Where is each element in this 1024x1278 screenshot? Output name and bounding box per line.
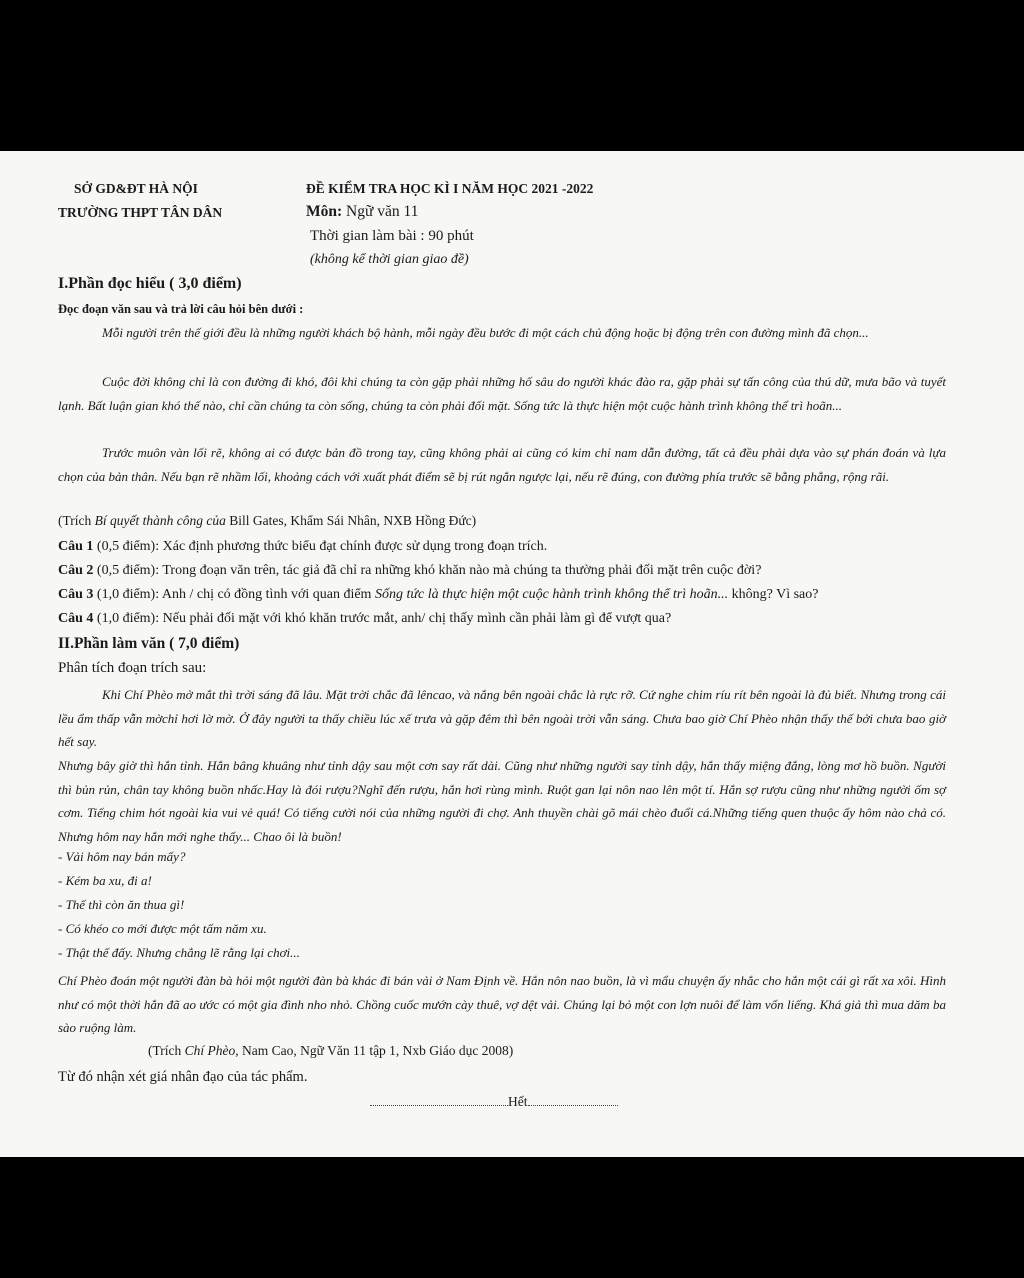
citation-title: Chí Phèo — [184, 1043, 236, 1058]
excerpt-paragraph-1: Khi Chí Phèo mở mắt thì trời sáng đã lâu. Mặt trời chắc đã lêncao, và nắng bên ngoài chắc là rực rỡ. Cứ nghe chim ríu rít bên ngoài là đủ biết. Nhưng trong cái lều ẩm thấp vẫn mờchỉ hơi lờ mờ. Ở đây người ta thấy chiều lúc xế trưa và gặp đêm thì bên ngoài trời vẫn sáng. Chưa bao giờ Chí Phèo nhận thấy thế bởi chưa bao giờ hết say. — [58, 687, 946, 749]
subject-label: Môn: — [306, 203, 343, 220]
dialogue-line-1: - Vải hôm nay bán mấy? — [58, 849, 186, 864]
subject-line — [306, 203, 418, 221]
excerpt-paragraph-2: Nhưng bây giờ thì hắn tỉnh. Hắn bâng khuâng như tỉnh dậy sau một cơn say rất dài. Cũng như những người say tỉnh dậy, hắn thấy miệng đắng, lòng mơ hồ buồn. Người thì bủn rủn, chân tay không buồn nhấc.Hay là đói rượu?Nghĩ đến rượu, hắn hơi rùng mình. Ruột gan lại nôn nao lên một tí. Hắn sợ rượu cũng như những người ốm sợ cơm. Tiếng chim hót ngoài kia vui vẻ quá! Có tiếng cười nói của những người đi chợ. Anh thuyền chài gõ mái chèo đuổi cá.Những tiếng quen thuộc ấy hôm nào chả có. Nhưng hôm nay hắn mới nghe thấy... Chao ôi là buồn! — [58, 758, 946, 844]
exam-note: (không kể thời gian giao đề) — [310, 252, 469, 267]
dialogue-line-4: - Có khéo co mới được một tấm năm xu. — [58, 921, 267, 936]
question-4 — [58, 611, 671, 627]
question-quote: Sống tức là thực hiện một cuộc hành trình không thể trì hoãn... — [374, 587, 729, 602]
end-marker — [370, 1093, 618, 1110]
end-text: Hết — [508, 1094, 528, 1109]
school-name: TRƯỜNG THPT TÂN DÂN — [58, 205, 223, 220]
excerpt-citation — [148, 1043, 513, 1059]
question-3 — [58, 587, 818, 603]
citation-rest: , Nam Cao, Ngữ Văn 11 tập 1, Nxb Giáo dục 2008) — [235, 1043, 514, 1058]
question-text: : Nếu phải đối mặt với khó khăn trước mắt, anh/ chị thấy mình cần phải làm gì để vượt qua? — [155, 611, 672, 626]
question-points: (0,5 điểm) — [93, 563, 156, 578]
reading-paragraph-3: Trước muôn vàn lối rẽ, không ai có được bản đồ trong tay, cũng không phải ai cũng có kim chỉ nam dẫn đường, tất cả đều phải dựa vào sự phán đoán và lựa chọn của bản thân. Nếu bạn rẽ nhầm lối, khoảng cách với xuất phát điểm sẽ bị rút ngắn ngược lại, nếu rẽ đúng, con đường phía trước sẽ bằng phẳng, rộng rãi. — [58, 445, 946, 484]
citation-prefix: (Trích — [58, 513, 95, 528]
question-points: (0,5 điểm) — [93, 539, 156, 554]
department-name: SỞ GD&ĐT HÀ NỘI — [74, 181, 198, 196]
reading-citation — [58, 513, 476, 529]
dialogue-line-3: - Thế thì còn ăn thua gì! — [58, 897, 185, 912]
question-points: (1,0 điểm) — [93, 587, 156, 602]
essay-task: Từ đó nhận xét giá nhân đạo của tác phẩm. — [58, 1069, 308, 1085]
exam-title: ĐỀ KIỂM TRA HỌC KÌ I NĂM HỌC 2021 -2022 — [306, 181, 594, 196]
question-points: (1,0 điểm) — [93, 611, 156, 626]
exam-duration: Thời gian làm bài : 90 phút — [310, 228, 474, 244]
citation-title: Bí quyết thành công của — [94, 513, 226, 528]
citation-rest: Bill Gates, Khẩm Sái Nhân, NXB Hồng Đức) — [225, 513, 477, 528]
dotted-line-left — [370, 1093, 508, 1106]
reading-paragraph-1: Mỗi người trên thế giới đều là những người khách bộ hành, mỗi ngày đều bước đi một cách chủ động hoặc bị động trên con đường mình đã chọn... — [102, 325, 869, 340]
question-label: Câu 3 — [58, 587, 94, 602]
dialogue-line-2: - Kém ba xu, đi a! — [58, 873, 152, 888]
question-tail: không? Vì sao? — [728, 587, 819, 602]
dialogue-line-5: - Thật thế đấy. Nhưng chẳng lẽ rằng lại chơi... — [58, 945, 300, 960]
citation-prefix: (Trích — [148, 1043, 185, 1058]
reading-paragraph-2: Cuộc đời không chỉ là con đường đi khó, đôi khi chúng ta còn gặp phải những hố sâu do người khác đào ra, gặp phải sự tấn công của thú dữ, mưa bão và tuyết lạnh. Bất luận gian khó thế nào, chỉ cần chúng ta còn sống, chúng ta còn phải đối mặt. Sống tức là thực hiện một cuộc hành trình không thể trì hoãn... — [58, 374, 946, 413]
part1-title: I.Phần đọc hiểu ( 3,0 điểm) — [58, 275, 242, 292]
question-text: : Xác định phương thức biểu đạt chính được sử dụng trong đoạn trích. — [155, 539, 548, 554]
question-text: : Anh / chị có đồng tình với quan điểm — [155, 587, 375, 602]
part2-title: II.Phần làm văn ( 7,0 điểm) — [58, 635, 240, 652]
dotted-line-right — [528, 1093, 618, 1106]
exam-page — [0, 151, 1024, 1157]
question-label: Câu 1 — [58, 539, 94, 554]
part1-instruction: Đọc đoạn văn sau và trả lời câu hỏi bên dưới : — [58, 302, 304, 316]
subject-value: Ngữ văn 11 — [346, 203, 419, 220]
question-text: : Trong đoạn văn trên, tác giả đã chỉ ra những khó khăn nào mà chúng ta thường phải đối mặt trên cuộc đời? — [155, 563, 762, 578]
part2-instruction: Phân tích đoạn trích sau: — [58, 660, 207, 676]
question-2 — [58, 563, 761, 579]
question-label: Câu 2 — [58, 563, 94, 578]
question-label: Câu 4 — [58, 611, 94, 626]
question-1 — [58, 539, 547, 555]
excerpt-paragraph-3: Chí Phèo đoán một người đàn bà hỏi một người đàn bà khác đi bán vải ở Nam Định về. Hắn nôn nao buồn, là vì mẩu chuyện ấy nhắc cho hắn một cái gì rất xa xôi. Hình như có một thời hắn đã ao ước có một gia đình nho nhỏ. Chồng cuốc mướn cày thuê, vợ dệt vải. Chúng lại bỏ một con lợn nuôi để làm vốn liếng. Khá giả thì mua dăm ba sào ruộng làm. — [58, 973, 946, 1035]
